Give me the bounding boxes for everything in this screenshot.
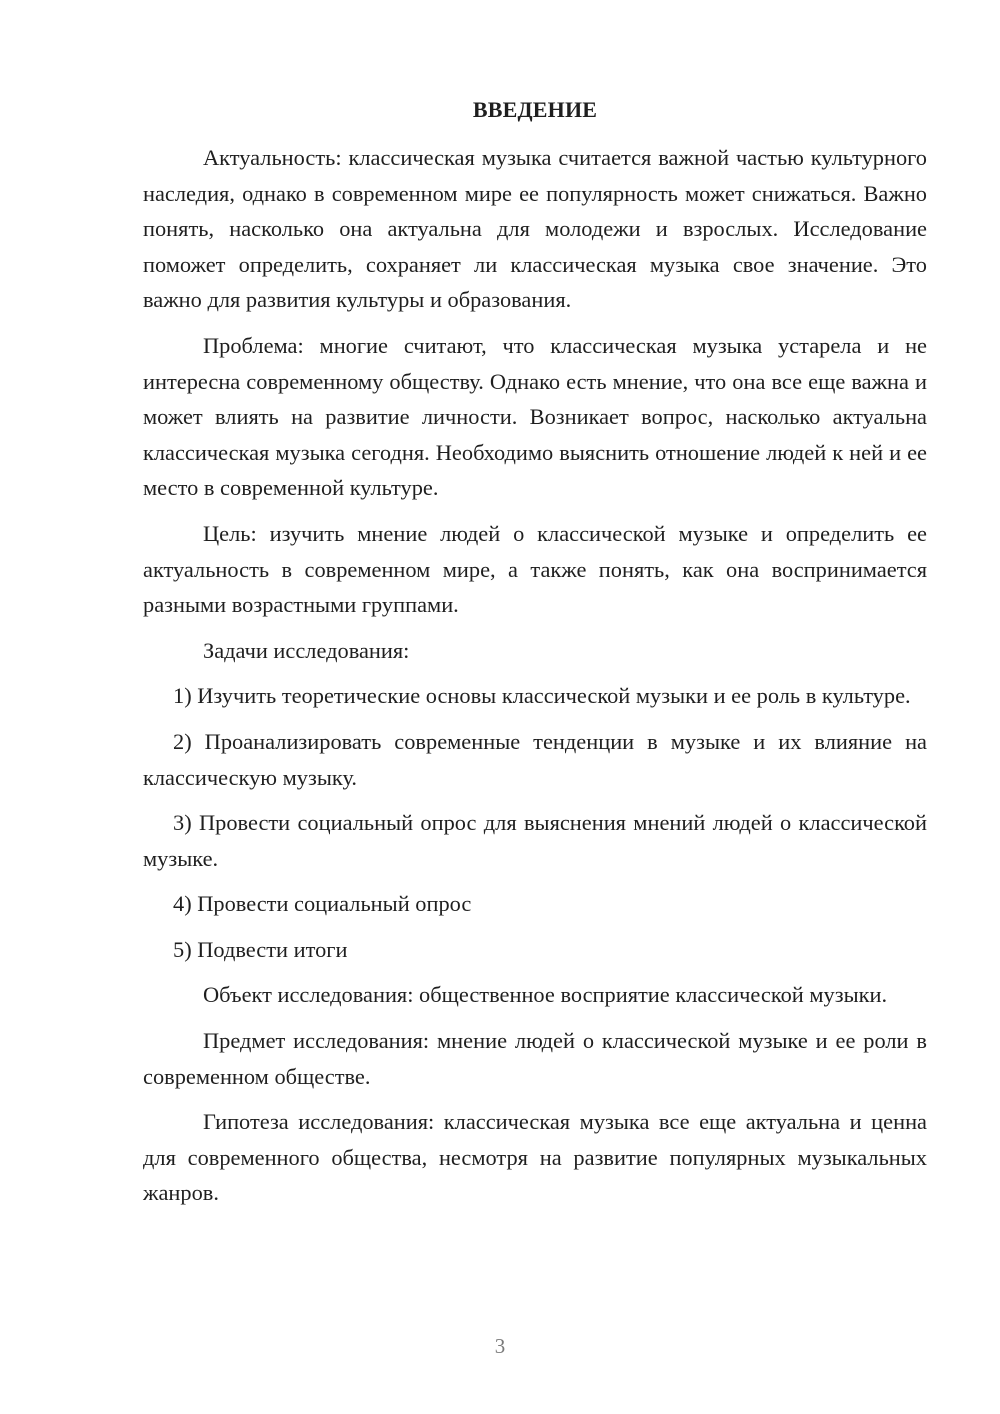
task-item: 5) Подвести итоги <box>173 936 348 962</box>
relevance-paragraph: Актуальность: классическая музыка считается важной частью культурного наследия, однако в современном мире ее популярность может снижаться. Важно понять, насколько она актуальна для молодежи и взрослых. Исследование поможет определить, сохраняет ли классическая музыка свое значение. Это важно для развития культуры и образования. <box>143 145 927 313</box>
tasks-heading: Задачи исследования: <box>203 637 410 663</box>
subject-paragraph: Предмет исследования: мнение людей о классической музыке и ее роли в современном обществе. <box>143 1028 927 1089</box>
task-item: 3) Провести социальный опрос для выяснения мнений людей о классической музыке. <box>143 810 927 871</box>
section-title: ВВЕДЕНИЕ <box>472 97 598 122</box>
task-item: 2) Проанализировать современные тенденции в музыке и их влияние на классическую музыку. <box>143 728 927 790</box>
goal-paragraph: Цель: изучить мнение людей о классической музыке и определить ее актуальность в современном мире, а также понять, как она воспринимается разными возрастными группами. <box>143 520 927 618</box>
page-number: 3 <box>494 1334 506 1358</box>
object-paragraph: Объект исследования: общественное восприятие классической музыки. <box>203 982 888 1008</box>
hypothesis-paragraph: Гипотеза исследования: классическая музыка все еще актуальна и ценна для современного общества, несмотря на развитие популярных музыкальных жанров. <box>143 1109 927 1206</box>
task-item: 4) Провести социальный опрос <box>173 891 472 917</box>
task-item: 1) Изучить теоретические основы классической музыки и ее роль в культуре. <box>173 683 911 709</box>
problem-paragraph: Проблема: многие считают, что классическая музыка устарела и не интересна современному обществу. Однако есть мнение, что она все еще важна и может влиять на развитие личности. Возникает вопрос, насколько актуальна классическая музыка сегодня. Необходимо выяснить отношение людей к ней и ее место в современной культуре. <box>143 332 927 501</box>
